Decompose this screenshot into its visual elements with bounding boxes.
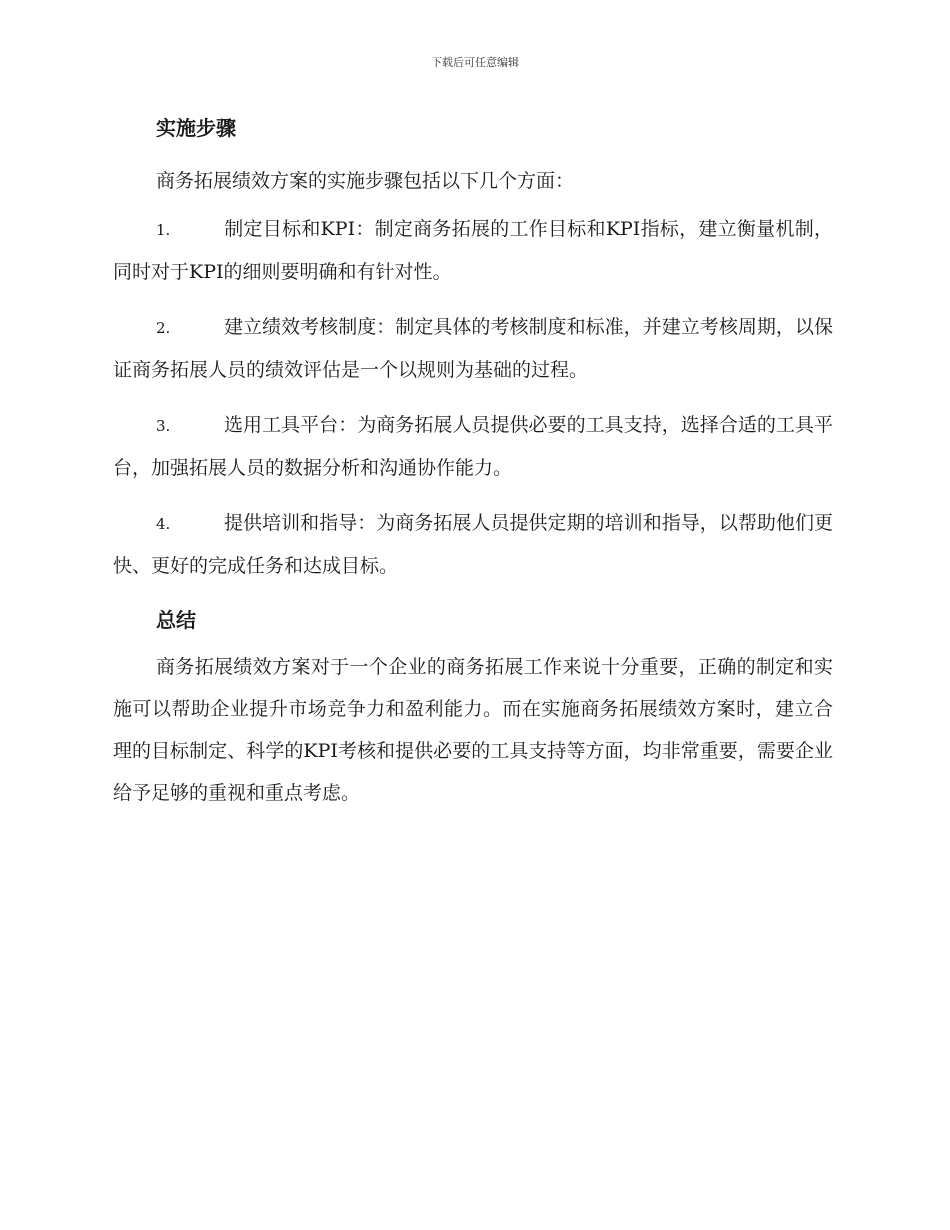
list-item-text: 制定目标和KPI：制定商务拓展的工作目标和KPI指标，建立衡量机制，同时对于KPI的细则要明确和有针对性。 bbox=[113, 218, 833, 283]
list-item-text: 选用工具平台：为商务拓展人员提供必要的工具支持，选择合适的工具平台，加强拓展人员的数据分析和沟通协作能力。 bbox=[113, 414, 833, 479]
summary-body: 商务拓展绩效方案对于一个企业的商务拓展工作来说十分重要，正确的制定和实施可以帮助企业提升市场竞争力和盈利能力。而在实施商务拓展绩效方案时，建立合理的目标制定、科学的KPI考核和提供必要的工具支持等方面，均非常重要，需要企业给予足够的重视和重点考虑。 bbox=[113, 656, 833, 804]
list-item-text: 建立绩效考核制度：制定具体的考核制度和标准，并建立考核周期，以保证商务拓展人员的绩效评估是一个以规则为基础的过程。 bbox=[113, 316, 833, 381]
list-item bbox=[113, 404, 833, 489]
list-item-number: 2. bbox=[156, 319, 171, 337]
list-item-text: 提供培训和指导：为商务拓展人员提供定期的培训和指导，以帮助他们更快、更好的完成任务和达成目标。 bbox=[113, 512, 833, 577]
steps-intro: 商务拓展绩效方案的实施步骤包括以下几个方面： bbox=[156, 170, 575, 192]
list-item bbox=[113, 502, 833, 587]
list-item-number: 1. bbox=[156, 221, 171, 239]
list-item bbox=[113, 306, 833, 391]
document-content bbox=[113, 108, 833, 814]
header-note: 下载后可任意编辑 bbox=[431, 56, 519, 69]
section-title-summary: 总结 bbox=[156, 608, 196, 632]
list-item-number: 3. bbox=[156, 417, 171, 435]
list-item-number: 4. bbox=[156, 515, 171, 533]
section-title-steps: 实施步骤 bbox=[156, 116, 236, 140]
list-item bbox=[113, 208, 833, 293]
